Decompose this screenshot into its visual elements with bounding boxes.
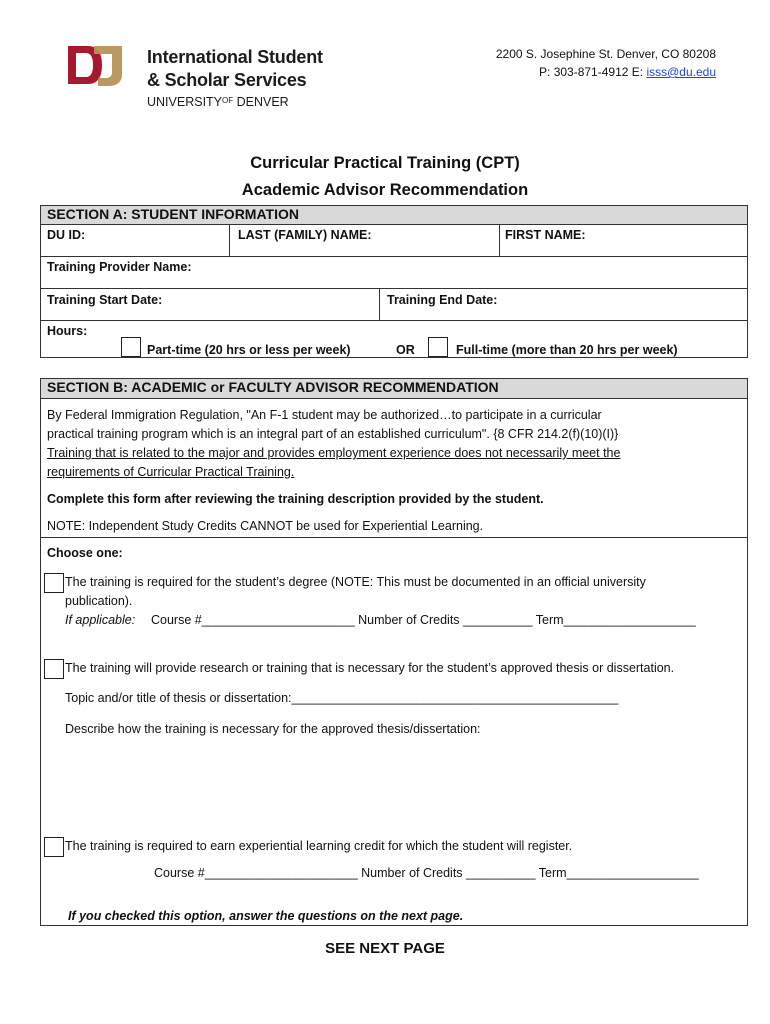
choose-label: Choose one: (47, 546, 123, 560)
section-a-heading (41, 206, 747, 225)
du-id-label: DU ID: (47, 228, 86, 242)
contact-line (539, 65, 716, 79)
next-page-instruction: If you checked this option, answer the questions on the next page. (68, 909, 464, 923)
org-name-line2: & Scholar Services (147, 70, 307, 90)
phone-text: P: 303-871-4912 E: (539, 65, 647, 79)
option-experiential-text: The training is required to earn experiential learning credit for which the student will register. (65, 839, 573, 853)
regulation-text-2: practical training program which is an integral part of an established curriculum". {8 CFR 214.2(f)(10)(I)} (47, 427, 619, 441)
university-prefix: UNIVERSITY (147, 95, 223, 109)
see-next-page: SEE NEXT PAGE (325, 940, 445, 957)
university-suffix: DENVER (236, 95, 289, 109)
divider (41, 537, 747, 538)
divider (499, 225, 500, 256)
hours-label: Hours: (47, 324, 88, 338)
email-link[interactable]: isss@du.edu (646, 65, 716, 79)
section-a-heading-text: SECTION A: STUDENT INFORMATION (47, 206, 299, 222)
divider (229, 225, 230, 256)
option-experiential-fields: Course #______________________ Number of Credits __________ Term___________________ (154, 866, 699, 880)
form-subtitle: Academic Advisor Recommendation (241, 181, 529, 199)
divider (41, 288, 747, 289)
regulation-text-1: By Federal Immigration Regulation, "An F-1 student may be authorized…to participate in a curricular (47, 408, 602, 422)
first-name-label: FIRST NAME: (505, 228, 586, 242)
section-b-heading (41, 379, 747, 399)
divider (379, 289, 380, 320)
option-degree-text-1: The training is required for the student’s degree (NOTE: This must be documented in an official university (65, 575, 646, 589)
section-b-heading-text: SECTION B: ACADEMIC or FACULTY ADVISOR RECOMMENDATION (47, 379, 499, 395)
independent-note: NOTE: Independent Study Credits CANNOT be used for Experiential Learning. (47, 519, 484, 533)
regulation-text-4: requirements of Curricular Practical Training. (47, 465, 295, 479)
if-applicable-label: If applicable: (65, 613, 136, 627)
divider (41, 256, 747, 257)
thesis-describe-label: Describe how the training is necessary for the approved thesis/dissertation: (65, 722, 481, 736)
last-name-label: LAST (FAMILY) NAME: (238, 228, 372, 242)
option-degree-checkbox[interactable] (44, 573, 64, 593)
end-date-label: Training End Date: (387, 293, 498, 307)
regulation-text-3: Training that is related to the major and provides employment experience does not necessarily meet the (47, 446, 621, 460)
option-thesis-text: The training will provide research or training that is necessary for the student’s approved thesis or dissertation. (65, 661, 675, 675)
divider (41, 320, 747, 321)
provider-label: Training Provider Name: (47, 260, 192, 274)
thesis-topic-field: Topic and/or title of thesis or dissertation:_______________________________________________ (65, 691, 619, 705)
part-time-label: Part-time (20 hrs or less per week) (147, 343, 351, 357)
address: 2200 S. Josephine St. Denver, CO 80208 (495, 47, 716, 61)
part-time-checkbox[interactable] (121, 337, 141, 357)
full-time-checkbox[interactable] (428, 337, 448, 357)
option-experiential-checkbox[interactable] (44, 837, 64, 857)
complete-note: Complete this form after reviewing the training description provided by the student. (47, 492, 544, 506)
section-a (40, 205, 748, 358)
option-thesis-checkbox[interactable] (44, 659, 64, 679)
start-date-label: Training Start Date: (47, 293, 163, 307)
org-name-line1: International Student (147, 47, 323, 67)
du-logo (64, 42, 126, 88)
section-b (40, 378, 748, 926)
university-of: OF (222, 96, 234, 105)
option-degree-text-2: publication). (65, 594, 133, 608)
full-time-label: Full-time (more than 20 hrs per week) (456, 343, 678, 357)
or-label: OR (396, 343, 415, 357)
university-name (147, 95, 289, 109)
form-title: Curricular Practical Training (CPT) (250, 154, 520, 172)
option-degree-fields: Course #______________________ Number of Credits __________ Term___________________ (151, 613, 696, 627)
